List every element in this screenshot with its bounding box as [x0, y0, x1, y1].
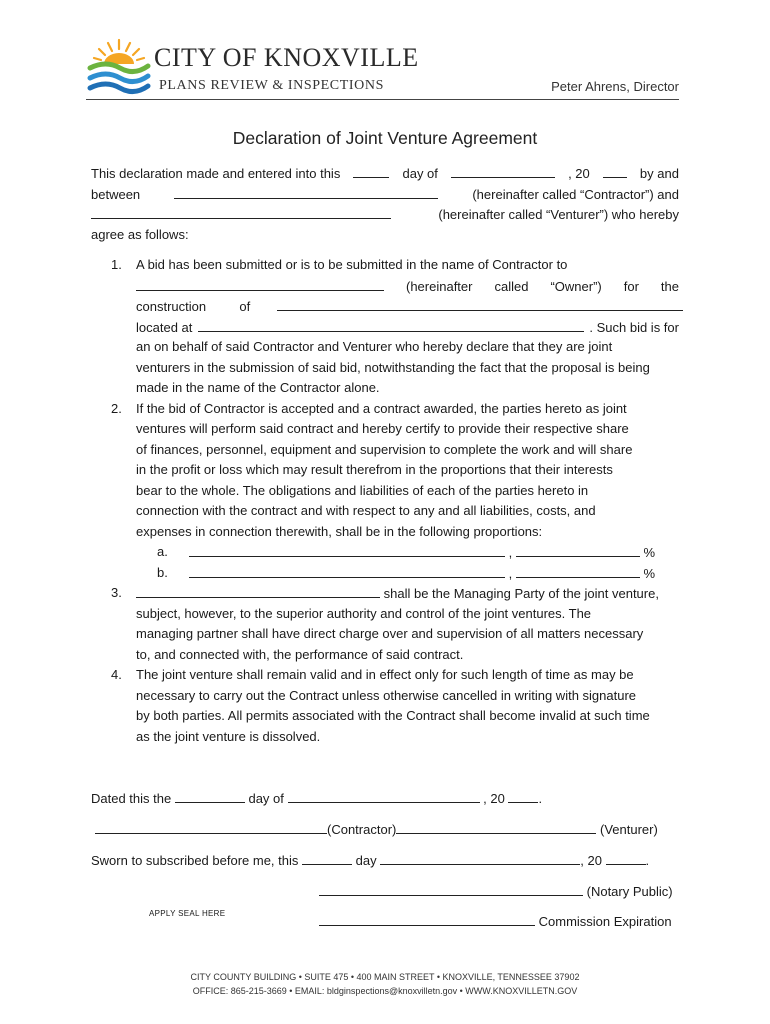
sworn-line [91, 850, 679, 868]
item-text: A bid has been submitted or is to be submitted in the name of Contractor to [136, 257, 568, 272]
item-1-line-1 [91, 255, 679, 276]
item-text: located at [136, 319, 193, 335]
sig-text: Sworn to subscribed before me, this [91, 853, 299, 868]
sig-text: . [538, 791, 543, 806]
item-2-line-5: bear to the whole. The obligations and liabilities of each of the parties hereto in [136, 482, 589, 498]
intro-line-2 [91, 184, 679, 205]
sig-text: (Notary Public) [586, 884, 673, 899]
party-a-blank[interactable] [189, 542, 505, 557]
item-1-line-5: an on behalf of said Contractor and Venturer who hereby declare that they are joint [136, 339, 613, 354]
item-2-line-7: expenses in connection therewith, shall be in the following proportions: [136, 523, 543, 539]
proportion-row-b [91, 563, 679, 584]
agreement-body [91, 163, 679, 747]
venturer-name-blank[interactable] [91, 204, 391, 219]
item-text: “Owner”) [550, 278, 602, 294]
city-name: CITY OF KNOXVILLE [154, 43, 419, 72]
item-2-line-3: of finances, personnel, equipment and supervision to complete the work and will share [136, 441, 633, 457]
signatures-line [91, 819, 679, 837]
comma-text: , [508, 545, 513, 560]
party-b-blank[interactable] [189, 563, 505, 578]
item-text: (hereinafter [406, 278, 473, 294]
sig-text: day of [248, 791, 284, 806]
city-logo [86, 38, 419, 98]
venturer-signature-blank[interactable] [396, 819, 596, 834]
item-4-line-4: as the joint venture is dissolved. [136, 728, 321, 744]
item-2-line-4: in the profit or loss which may result therefrom in the proportions that their interests [136, 462, 613, 477]
item-number: 3. [111, 585, 122, 600]
item-4-line-2: necessary to carry out the Contract unless otherwise cancelled in writing with signature [136, 687, 637, 703]
item-1-line-6: venturers in the submission of said bid, notwithstanding the fact that the proposal is being [136, 359, 650, 375]
sig-text: Dated this the [91, 791, 172, 806]
item-text: construction [136, 299, 207, 314]
sig-text: (Contractor) [327, 822, 397, 837]
intro-text: by and [639, 166, 679, 181]
month-blank[interactable] [451, 163, 555, 178]
percent-sign: % [643, 565, 656, 581]
sub-item-label: a. [157, 544, 168, 559]
intro-text: (hereinafter called “Contractor”) and [472, 186, 679, 202]
item-3-line-3: managing partner shall have direct charge over and supervision of all matters necessary [136, 626, 644, 641]
footer-address: CITY COUNTY BUILDING • SUITE 475 • 400 MAIN STREET • KNOXVILLE, TENNESSEE 37902 [190, 972, 580, 982]
item-number: 2. [111, 400, 122, 416]
comma-text: , [508, 565, 513, 581]
dated-day-blank[interactable] [175, 788, 245, 803]
item-2-line-2: ventures will perform said contract and hereby certify to provide their respective share [136, 421, 629, 436]
proportion-row-a [91, 542, 679, 563]
sun-waves-icon [86, 38, 152, 98]
sig-text: (Venturer) [599, 822, 658, 837]
item-text: called [494, 278, 529, 294]
header-divider [86, 99, 679, 100]
owner-name-blank[interactable] [136, 276, 384, 291]
intro-text: day of [402, 166, 438, 181]
location-blank[interactable] [198, 317, 584, 332]
dated-line [91, 788, 679, 806]
commission-expiration-blank[interactable] [319, 911, 535, 926]
item-text: the [660, 278, 679, 294]
document-title: Declaration of Joint Venture Agreement [232, 128, 538, 148]
intro-line-4: agree as follows: [91, 226, 189, 242]
item-1-line-3 [91, 296, 679, 317]
item-3-line-1 [91, 583, 679, 604]
intro-text: This declaration made and entered into this [91, 166, 341, 181]
managing-party-blank[interactable] [136, 583, 380, 598]
item-text: for [623, 278, 639, 294]
director-name: Peter Ahrens, Director [551, 79, 679, 94]
intro-text: , 20 [568, 166, 590, 181]
footer-contact: OFFICE: 865-215-3669 • EMAIL: bldginspections@knoxvilletn.gov • WWW.KNOXVILLETN.GOV [192, 986, 578, 996]
item-1-line-2 [91, 276, 679, 297]
year-blank[interactable] [603, 163, 627, 178]
notary-signature-blank[interactable] [319, 881, 583, 896]
item-3-line-4: to, and connected with, the performance of said contract. [136, 646, 464, 662]
intro-line-3 [91, 204, 679, 225]
item-4-line-3: by both parties. All permits associated with the Contract shall become invalid at such time [136, 708, 650, 723]
item-4-line-1 [91, 665, 679, 686]
commission-line [319, 911, 679, 929]
item-1-line-7: made in the name of the Contractor alone. [136, 380, 380, 395]
dated-year-blank[interactable] [508, 788, 538, 803]
item-number: 4. [111, 667, 122, 682]
item-text: of [239, 299, 251, 314]
contractor-signature-blank[interactable] [95, 819, 327, 834]
dated-month-blank[interactable] [288, 788, 480, 803]
sworn-year-blank[interactable] [606, 850, 646, 865]
sworn-month-blank[interactable] [380, 850, 580, 865]
contractor-name-blank[interactable] [174, 184, 438, 199]
item-text: The joint venture shall remain valid and in effect only for such length of time as may be [136, 667, 634, 682]
item-2-line-6: connection with the contract and with respect to any and all liabilities, costs, and [136, 503, 596, 518]
department-name: PLANS REVIEW & INSPECTIONS [159, 78, 384, 93]
item-number: 1. [111, 257, 122, 272]
sworn-day-blank[interactable] [302, 850, 352, 865]
item-3-line-2: subject, however, to the superior authority and control of the joint ventures. The [136, 605, 592, 621]
party-b-percent-blank[interactable] [516, 563, 640, 578]
intro-text: (hereinafter called “Venturer”) who hereby [438, 207, 679, 222]
intro-line-1 [91, 163, 679, 184]
party-a-percent-blank[interactable] [516, 542, 640, 557]
item-text: . Such bid is for [589, 319, 679, 335]
sig-text: day [355, 853, 377, 868]
intro-text: between [91, 186, 141, 202]
notary-line [319, 881, 679, 899]
project-name-blank[interactable] [277, 296, 683, 311]
sig-text: Commission Expiration [538, 914, 672, 929]
item-2-line-1 [91, 399, 679, 420]
sub-item-label: b. [157, 564, 168, 580]
sig-text: . [645, 853, 650, 868]
day-blank[interactable] [353, 163, 389, 178]
item-1-line-4 [91, 317, 679, 338]
item-text: shall be the Managing Party of the joint venture, [383, 586, 659, 601]
seal-label: APPLY SEAL HERE [149, 909, 226, 918]
percent-sign: % [643, 545, 656, 560]
item-text: If the bid of Contractor is accepted and a contract awarded, the parties hereto as joint [136, 400, 627, 416]
sig-text: , 20 [580, 853, 602, 868]
sig-text: , 20 [483, 791, 505, 806]
